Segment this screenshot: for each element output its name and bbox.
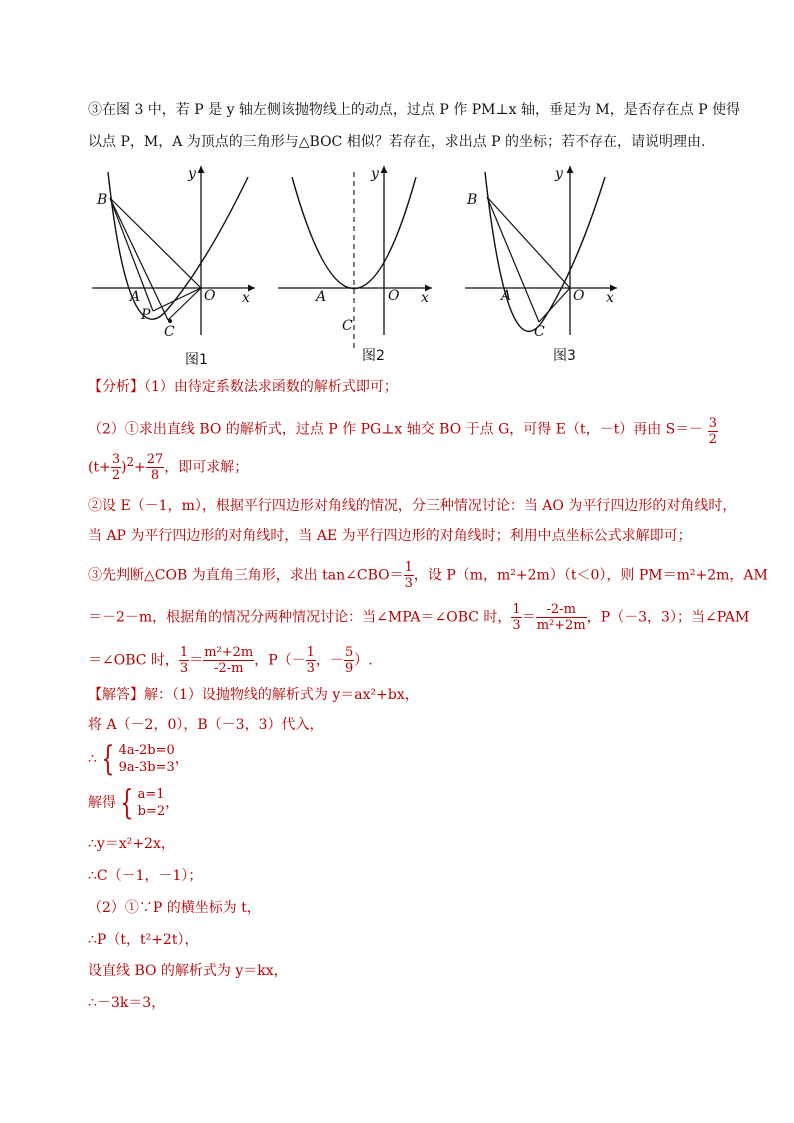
- figure-2: [270, 160, 450, 370]
- analysis-p4c-pre: ＝∠OBC 时，: [88, 652, 179, 669]
- solution-line-7: （2）①∵P 的横坐标为 t，: [88, 900, 261, 916]
- fraction-27-8: $\frac{27}{8}$: [146, 452, 164, 483]
- analysis-line-6: [88, 560, 768, 591]
- analysis-p2b-pre: (t+: [88, 459, 111, 476]
- analysis-line-1: [88, 378, 398, 396]
- analysis-line-5: 当 AP 为平行四边形的对角线时，当 AE 为平行四边形的对角线时；利用中点坐标公式求解即可；: [88, 528, 692, 544]
- fig1-label-B: B: [97, 192, 108, 208]
- solution-line-1: [88, 686, 419, 704]
- fraction-m-ratio-a: $\frac{-2-m}{\text{m²+2m}}$: [536, 602, 586, 633]
- analysis-line-3: (t+ $\frac{3}{2}$ )$^2$+ $\frac{27}{8}$ ，即可求解；: [88, 452, 249, 483]
- solution-line-3: ∴ { 4a-2b=0 9a-3b=3 ，: [88, 739, 189, 779]
- fraction-m-ratio-b: $\frac{\text{m²+2m}}{-2-m}$: [204, 645, 254, 676]
- fig3-label-x: x: [606, 290, 614, 306]
- analysis-line-4: ②设 E（－1，m），根据平行四边形对角线的情况，分三种情况讨论：当 AO 为平行四边形的对角线时，: [88, 498, 737, 514]
- analysis-tag: 【分析】: [88, 379, 144, 395]
- fig3-label-A: A: [501, 288, 512, 304]
- solution-line-10: ∴－3k＝3，: [88, 995, 166, 1011]
- fig1-label-y: y: [188, 166, 196, 182]
- analysis-line-8: ＝∠OBC 时， $\frac{1}{3}$ ＝ $\frac{\text{m²+2m}}{-2-m}$ ，P（－ $\frac{1}{3}$ ，－ $\frac{5}{9}$ ）.: [88, 645, 373, 676]
- solution-line-4: 解得 { a=1 b=2 ，: [88, 783, 180, 823]
- problem-line-2: 以点 P，M，A 为顶点的三角形与△BOC 相似？若存在，求出点 P 的坐标；若不存在，请说明理由.: [88, 134, 706, 150]
- problem-line-1: ③在图 3 中，若 P 是 y 轴左侧该抛物线上的动点，过点 P 作 PM⊥x 轴，垂足为 M，是否存在点 P 使得: [88, 102, 741, 118]
- equation-system-2: a=1 b=2: [137, 787, 166, 819]
- brace-left: {: [101, 739, 115, 779]
- fig1-label-C: C: [164, 324, 175, 340]
- fraction-1-3c: $\frac{1}{3}$: [179, 645, 189, 676]
- fig1-label-P: P: [141, 307, 151, 323]
- analysis-line-7: ＝－2－m，根据角的情况分两种情况讨论：当∠MPA＝∠OBC 时， $\frac{1}{3}$ ＝ $\frac{-2-m}{\text{m²+2m}}$ ，P（－3，3）；当∠PAM: [88, 602, 750, 633]
- brace-left: {: [120, 783, 134, 823]
- fig1-label-A: A: [130, 289, 141, 305]
- analysis-p2a: （2）①求出直线 BO 的解析式，过点 P 作 PG⊥x 轴交 BO 于点 G，可得 E（t，－t）再由 S＝－: [88, 421, 704, 438]
- fig2-label-y: y: [371, 166, 379, 182]
- solution-line-9: 设直线 BO 的解析式为 y＝kx，: [88, 963, 288, 979]
- fig2-label-x: x: [421, 290, 429, 306]
- figure-1: [80, 160, 270, 370]
- fraction-1-3b: $\frac{1}{3}$: [512, 602, 521, 633]
- analysis-p4a-pre: ③先判断△COB 为直角三角形，求出 tan∠CBO＝: [88, 567, 404, 584]
- solution-line-2: 将 A（－2，0），B（－3，3）代入，: [88, 717, 324, 733]
- equation-system-1: 4a-2b=0 9a-3b=3: [118, 743, 175, 775]
- analysis-p4b-pre: ＝－2－m，根据角的情况分两种情况讨论：当∠MPA＝∠OBC 时，: [88, 609, 512, 626]
- fraction-1-3d: $\frac{1}{3}$: [306, 645, 315, 676]
- solution-s1: 解：（1）设抛物线的解析式为 y＝ax²+bx，: [144, 687, 419, 703]
- figure-3: [455, 160, 635, 370]
- fig2-caption: 图2: [362, 348, 385, 364]
- analysis-p4b-post: ，P（－3，3）；当∠PAM: [586, 609, 750, 626]
- fraction-1-3a: $\frac{1}{3}$: [404, 560, 413, 591]
- fig1-label-O: O: [204, 288, 216, 304]
- fig3-label-O: O: [573, 288, 585, 304]
- solution-tag: 【解答】: [88, 687, 144, 703]
- fig3-caption: 图3: [553, 348, 576, 364]
- fig2-label-A: A: [316, 289, 327, 305]
- fig1-label-x: x: [242, 290, 250, 306]
- analysis-p1: （1）由待定系数法求函数的解析式即可；: [144, 379, 398, 395]
- fig2-label-O: O: [388, 288, 400, 304]
- analysis-p2b-post: ，即可求解；: [164, 459, 249, 476]
- fig3-label-y: y: [555, 166, 563, 182]
- fig1-caption: 图1: [185, 352, 208, 368]
- fraction-5-9: $\frac{5}{9}$: [344, 645, 354, 676]
- analysis-p4a-post: ，设 P（m，m²+2m）（t＜0），则 PM＝m²+2m，AM: [413, 567, 768, 584]
- fig3-label-B: B: [467, 192, 478, 208]
- solution-line-8: ∴P（t，t²+2t），: [88, 932, 199, 948]
- solution-line-5: ∴y＝x²+2x，: [88, 836, 175, 852]
- fraction-3-2b: $\frac{3}{2}$: [111, 452, 121, 483]
- solution-line-6: ∴C（－1，－1）；: [88, 868, 203, 884]
- fraction-3-2: $\frac{3}{2}$: [708, 416, 717, 447]
- analysis-line-2: [88, 414, 718, 445]
- fig2-label-C: C: [342, 318, 353, 334]
- fig3-label-C: C: [534, 324, 545, 340]
